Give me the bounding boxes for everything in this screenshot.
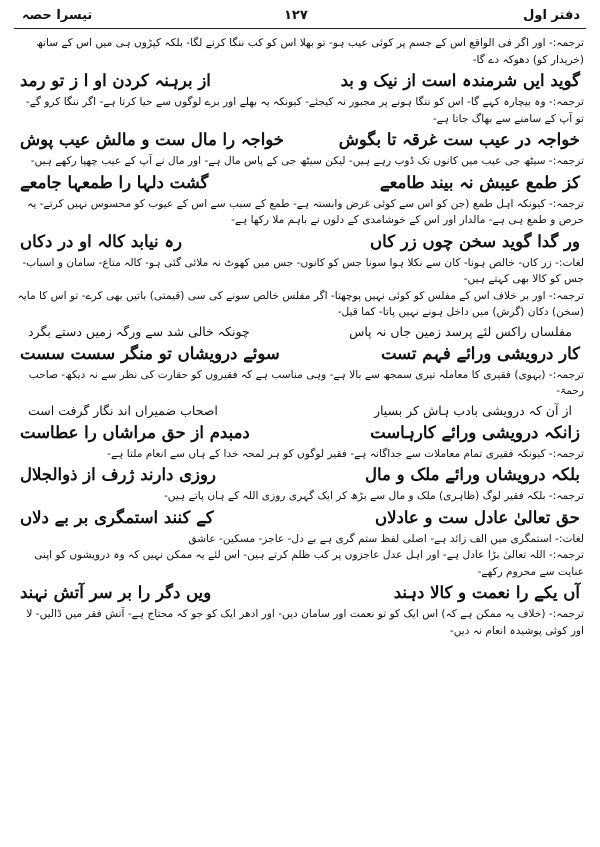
prose-paragraph: ترجمہ:- بلکہ فقیر لوگ (ظاہری) ملک و مال سے بڑھ کر ایک گہری روزی اللہ کے ہاں پاتے ہیں-	[163, 490, 584, 502]
verse-couplet	[20, 231, 580, 253]
prose-paragraph: ترجمہ:- اللہ تعالیٰ بڑا عادل ہے- اور اہل عدل عاجزوں پر کب ظلم کرتے ہیں- اس لئے یہ ممکن نہیں کہ وہ درویشوں کو اپنی عنایت سے محروم رکھے-	[34, 549, 584, 578]
prose-paragraph: ترجمہ:- اور اگر فی الواقع اس کے جسم پر کوئی عیب ہو- تو بھلا اس کو کب ننگا کرنے لگا- بلکہ کپڑوں ہی میں اس کے ساتھ (خریدار کو) دھوکہ دے گا-	[36, 37, 584, 66]
page-body	[14, 35, 586, 639]
hemistich-first: مفلساں راکس لئے پرسد زمین جاں نہ پاس	[349, 323, 572, 339]
page-header	[14, 6, 586, 29]
book-title: دفتر اول	[523, 8, 580, 23]
page-number: ۱۲۷	[284, 8, 308, 23]
hemistich-first: کار درویشی ورائے فہم تست	[380, 343, 580, 363]
hemistich-second: رہ نیابد کالہ او در دکاں	[20, 231, 183, 251]
verse-couplet	[20, 422, 580, 444]
hemistich-first: آں یکے را نعمت و کالا دہند	[393, 583, 580, 602]
hemistich-first: حق تعالیٰ عادل ست و عادلاں	[375, 507, 580, 527]
part-title: تیسرا حصہ	[22, 8, 93, 23]
prose-paragraph: ترجمہ:- سیٹھ جی عیب میں کانوں تک ڈوب رہے ہیں- لیکن سیٹھ جی کے پاس مال ہے- اور مال نے آپ کے عیب چھپا رکھے ہیں-	[30, 155, 584, 167]
hemistich-second: روزی دارند ژرف از ذوالجلال	[20, 465, 216, 484]
verse-couplet	[20, 172, 580, 194]
hemistich-first: ور گدا گوید سخن چوں زر کاں	[370, 231, 580, 251]
hemistich-second: خواجہ را مال ست و مالش عیب پوش	[20, 130, 284, 149]
verse-couplet	[20, 582, 580, 604]
prose-paragraph: ترجمہ:- (خلاف یہ ممکن ہے کہ) اس ایک کو تو نعمت اور سامان دیں- اور ادھر ایک کو جو کہ محتاج ہے- آتش فقر میں ڈالیں- لا اور کوئی پوشیدہ انعام نہ دیں-	[26, 608, 584, 637]
prose-paragraph: لغات:- استمگری میں الف زائد ہے- اصلی لفظ ستم گری ہے بے دل- عاجز- مسکین- عاشق	[188, 532, 584, 545]
verse-couplet	[20, 70, 580, 92]
hemistich-second: سوئے درویشاں تو منگر سست سست	[20, 343, 280, 363]
hemistich-second: گشت دلہا را طمعہا جامعے	[20, 172, 209, 192]
hemistich-second: ویں دگر را بر سر آتش نہند	[20, 583, 212, 602]
prose-paragraph: ترجمہ:- اور بر خلاف اس کے مفلس کو کوئی نہیں پوچھتا- اگر مفلس خالص سونے کی سی (قیمتی) باتیں بھی کرے- تو اس کا مایہ (سخن) دکان (گرش) میں داخل ہونے نہیں پاتا- کما قیل-	[17, 289, 584, 318]
verse-couplet	[20, 507, 580, 529]
hemistich-first: کز طمع عیبش نہ بیند طامعے	[379, 172, 580, 192]
quoted-couplet	[28, 323, 572, 341]
prose-paragraph: لغات:- زر کاں- خالص ہونا- کان سے نکلا ہوا سونا جس کو کانوں- جس میں کھوٹ نہ ملائی گئی ہو- کالہ متاع- سامان و اسباب- جس کو کالا بھی کہتے ہیں-	[22, 256, 584, 285]
prose-paragraph: ترجمہ:- کیونکہ اہل طمع (جن کو اس سے کوئی غرض وابستہ ہے- طمع کے سبب سے اس کے عیوب کو محسوس نہیں کرتے- یہ حرص و طمع ہی ہے- مالدار اور اس کے خوشامدی کے دلوں نے باہم ملا رکھا ہے-	[27, 197, 584, 226]
quoted-couplet	[28, 402, 572, 420]
verse-couplet	[20, 464, 580, 486]
hemistich-second: چونکہ خالی شد سے ورگہ زمیں دستے بگرد	[28, 323, 250, 339]
hemistich-first: بلکہ درویشاں ورائے ملک و مال	[365, 465, 580, 484]
verse-couplet	[20, 129, 580, 151]
hemistich-second: اصحاب ضمیراں اند نگار گرفت است	[28, 402, 218, 418]
hemistich-second: کے کنند استمگری بر بے دلاں	[20, 507, 214, 527]
hemistich-second: از برہنہ کردن او ا ز تو رمد	[20, 71, 211, 90]
hemistich-first: گوید ایں شرمندہ است از نیک و بد	[340, 71, 580, 90]
verse-couplet	[20, 343, 580, 365]
prose-paragraph: ترجمہ:- (بہوی) فقیری کا معاملہ تیری سمجھ سے بالا ہے- وہی مناسب ہے کہ فقیروں کو حقارت کی نظر سے نہ دیکھ- صاحب رحمۃ-	[28, 368, 584, 397]
document-page	[14, 6, 586, 841]
hemistich-second: دمبدم از حق مراشاں را عطاست	[20, 422, 250, 442]
hemistich-first: زانکہ درویشی ورائے کارہاست	[370, 422, 580, 442]
hemistich-first: از آن کہ درویشی بادب ہاش کر بسیار	[373, 402, 572, 418]
prose-paragraph: ترجمہ:- وہ بیچارہ کہے گا- اس کو ننگا ہونے پر مجبور نہ کیجئے- کیونکہ یہ بھلے اور برے لوگوں سے حیا کرتا ہے- اگر ننگا کرو گے- تو آپ کے سامنے سے بھاگ جاتا ہے-	[25, 96, 584, 125]
prose-paragraph: ترجمہ:- کیونکہ فقیری تمام معاملات سے جداگانہ ہے- فقیر لوگوں کو ہر لمحہ خدا کے ہاں سے انعام ملتا ہے-	[107, 447, 584, 460]
hemistich-first: خواجہ در عیب ست غرقہ تا بگوش	[338, 130, 580, 149]
